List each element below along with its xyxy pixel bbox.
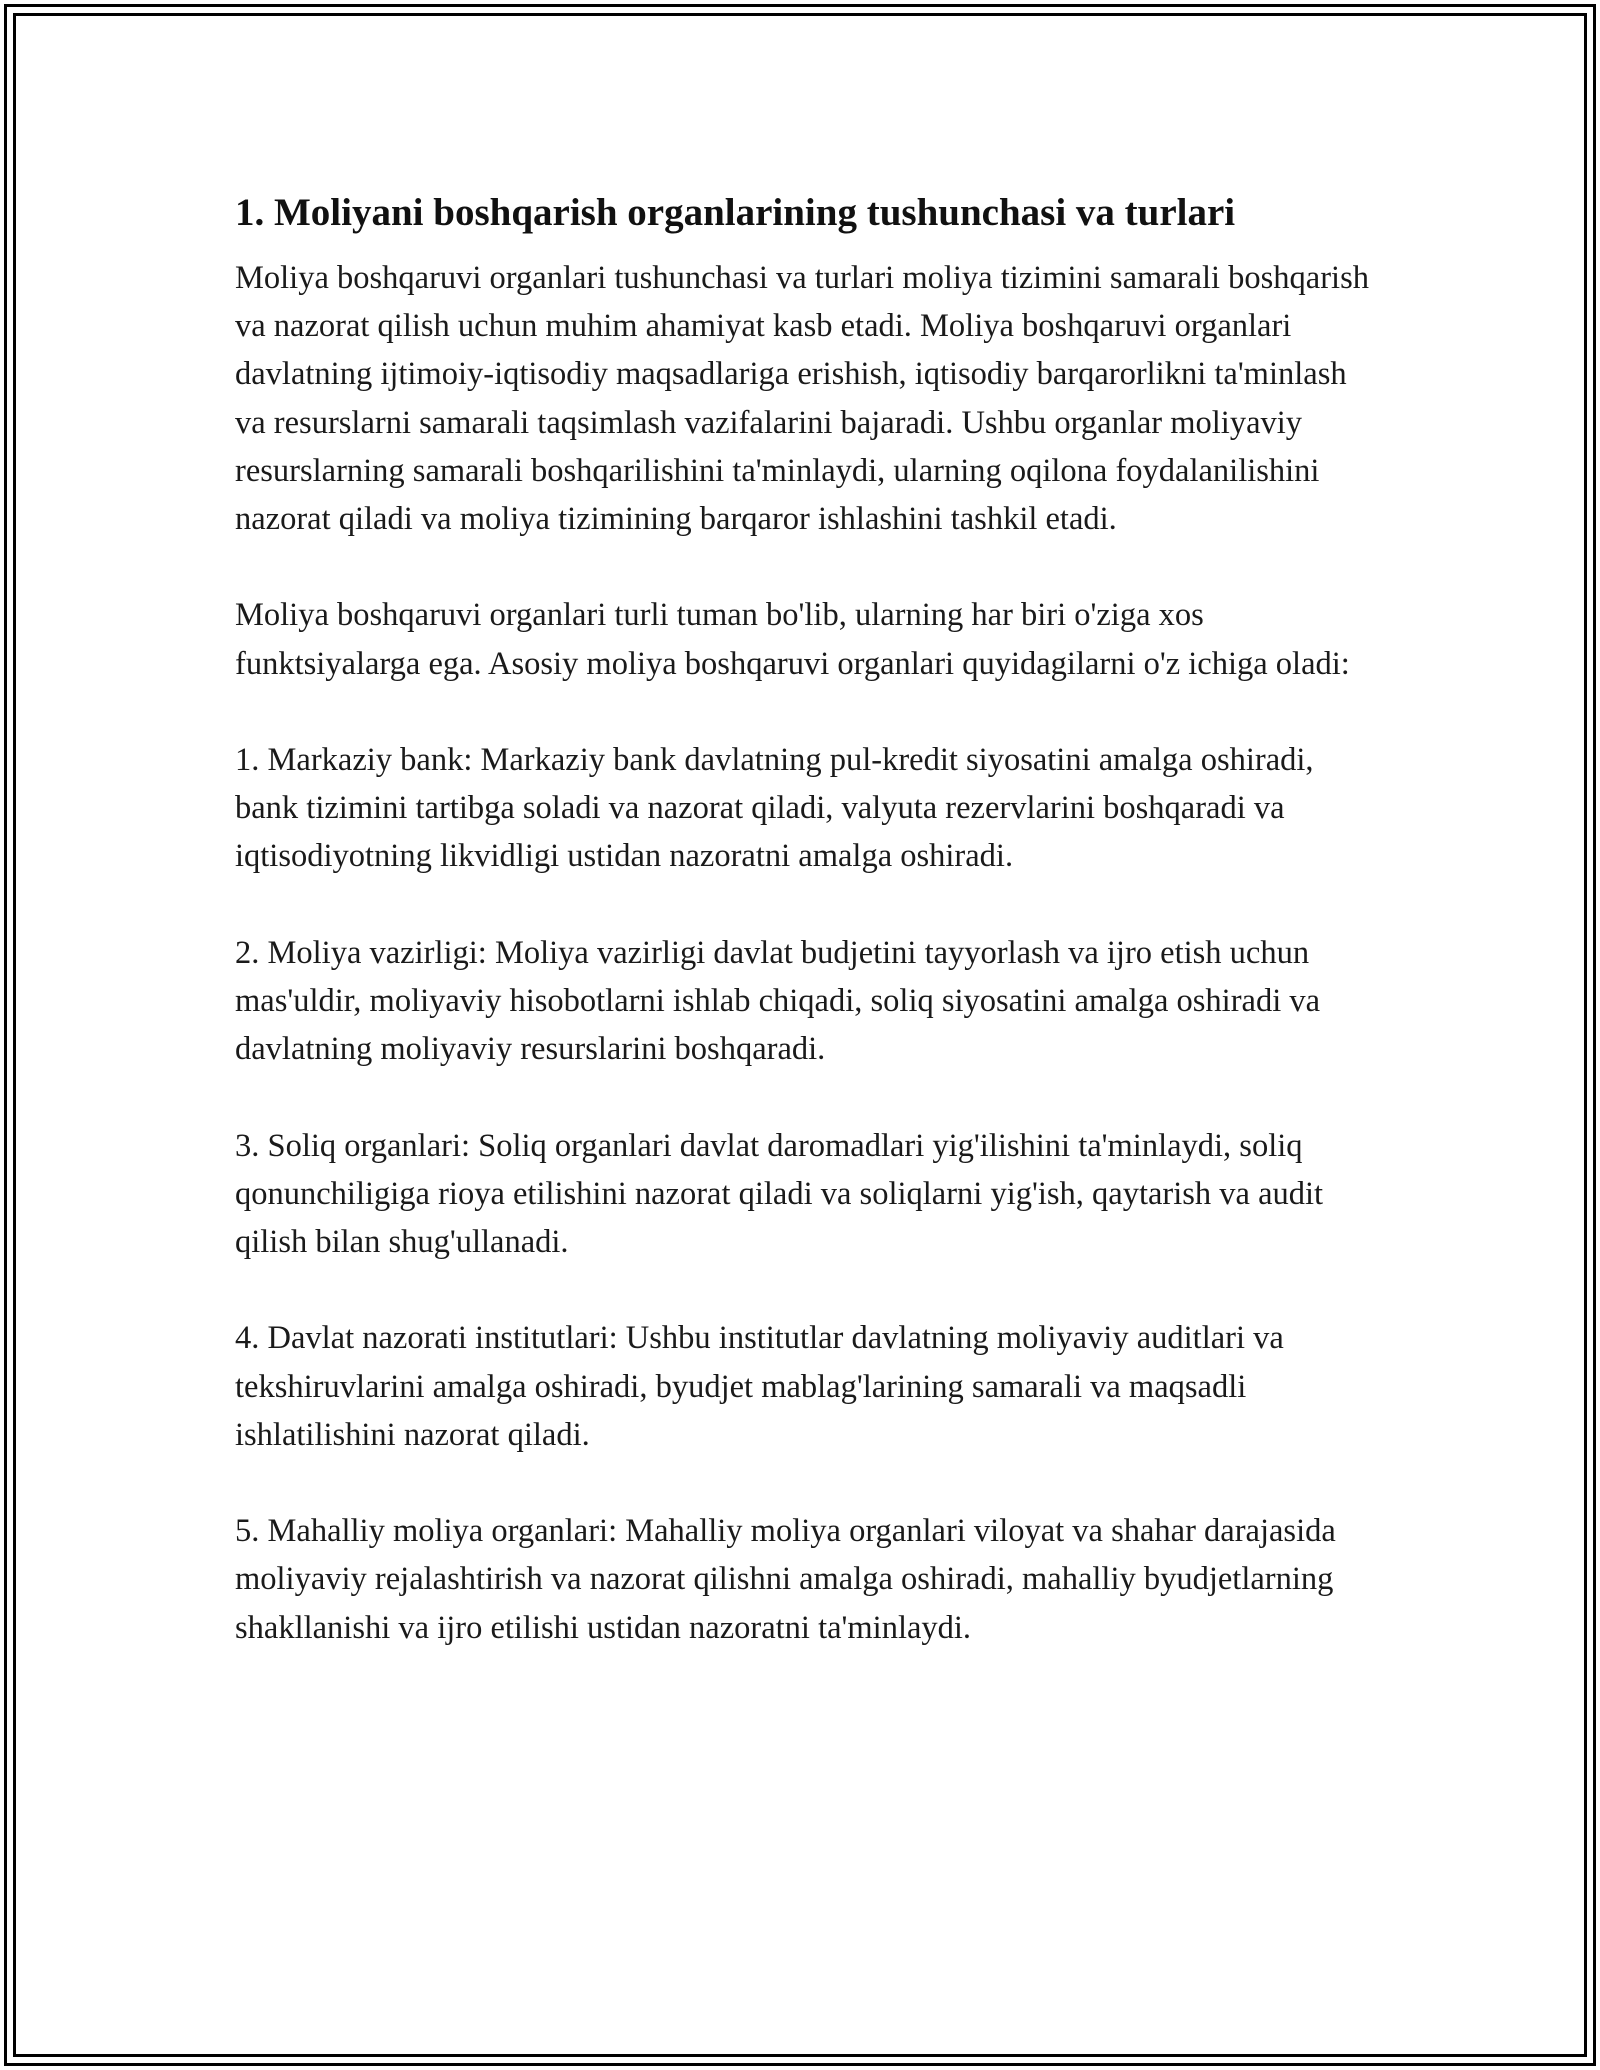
- list-item-state-control-institutions: 4. Davlat nazorati institutlari: Ushbu institutlar davlatning moliyaviy auditlari va tekshiruvlarini amalga oshiradi, byudjet mablag'larining samarali va maqsadli ishlatilishini nazorat qiladi.: [235, 1320, 1284, 1453]
- list-item-tax-authorities: 3. Soliq organlari: Soliq organlari davlat daromadlari yig'ilishini ta'minlaydi, soliq qonunchiligiga rioya etilishini nazorat qiladi va soliqlarni yig'ish, qaytarish va audit qilish bilan shug'ullanadi.: [235, 1127, 1324, 1260]
- list-item-ministry-of-finance: 2. Moliya vazirligi: Moliya vazirligi davlat budjetini tayyorlash va ijro etish uchun mas'uldir, moliyaviy hisobotlarni ishlab chiqadi, soliq siyosatini amalga oshiradi va davlatning moliyaviy resurslarini boshqaradi.: [235, 934, 1321, 1068]
- section-title: 1. Moliyani boshqarish organlarining tushunchasi va turlari: [235, 191, 1236, 234]
- paragraph-intro: Moliya boshqaruvi organlari tushunchasi va turlari moliya tizimini samarali boshqarish va nazorat qilish uchun muhim ahamiyat kasb etadi. Moliya boshqaruvi organlari davlatning ijtimoiy-iqtisodiy maqsadlariga erishish, iqtisodiy barqarorlikni ta'minlash va resurslarni samarali taqsimlash vazifalarini bajaradi. Ushbu organlar moliyaviy resurslarning samarali boshqarilishini ta'minlaydi, ularning oqilona foydalanilishini nazorat qiladi va moliya tizimining barqaror ishlashini tashkil etadi.: [235, 260, 1369, 538]
- list-item-central-bank: 1. Markaziy bank: Markaziy bank davlatning pul-kredit siyosatini amalga oshiradi, bank tizimini tartibga soladi va nazorat qiladi, valyuta rezervlarini boshqaradi va iqtisodiyotning likvidligi ustidan nazoratni amalga oshiradi.: [235, 742, 1314, 875]
- paragraph-types-overview: Moliya boshqaruvi organlari turli tuman bo'lib, ularning har biri o'ziga xos funktsiyalarga ega. Asosiy moliya boshqaruvi organlari quyidagilarni o'z ichiga oladi:: [235, 597, 1350, 682]
- list-item-local-finance-bodies: 5. Mahalliy moliya organlari: Mahalliy moliya organlari viloyat va shahar darajasida moliyaviy rejalashtirish va nazorat qilishni amalga oshiradi, mahalliy byudjetlarning shakllanishi va ijro etilishi ustidan nazoratni ta'minlaydi.: [235, 1513, 1336, 1646]
- document-body: [235, 186, 1375, 1652]
